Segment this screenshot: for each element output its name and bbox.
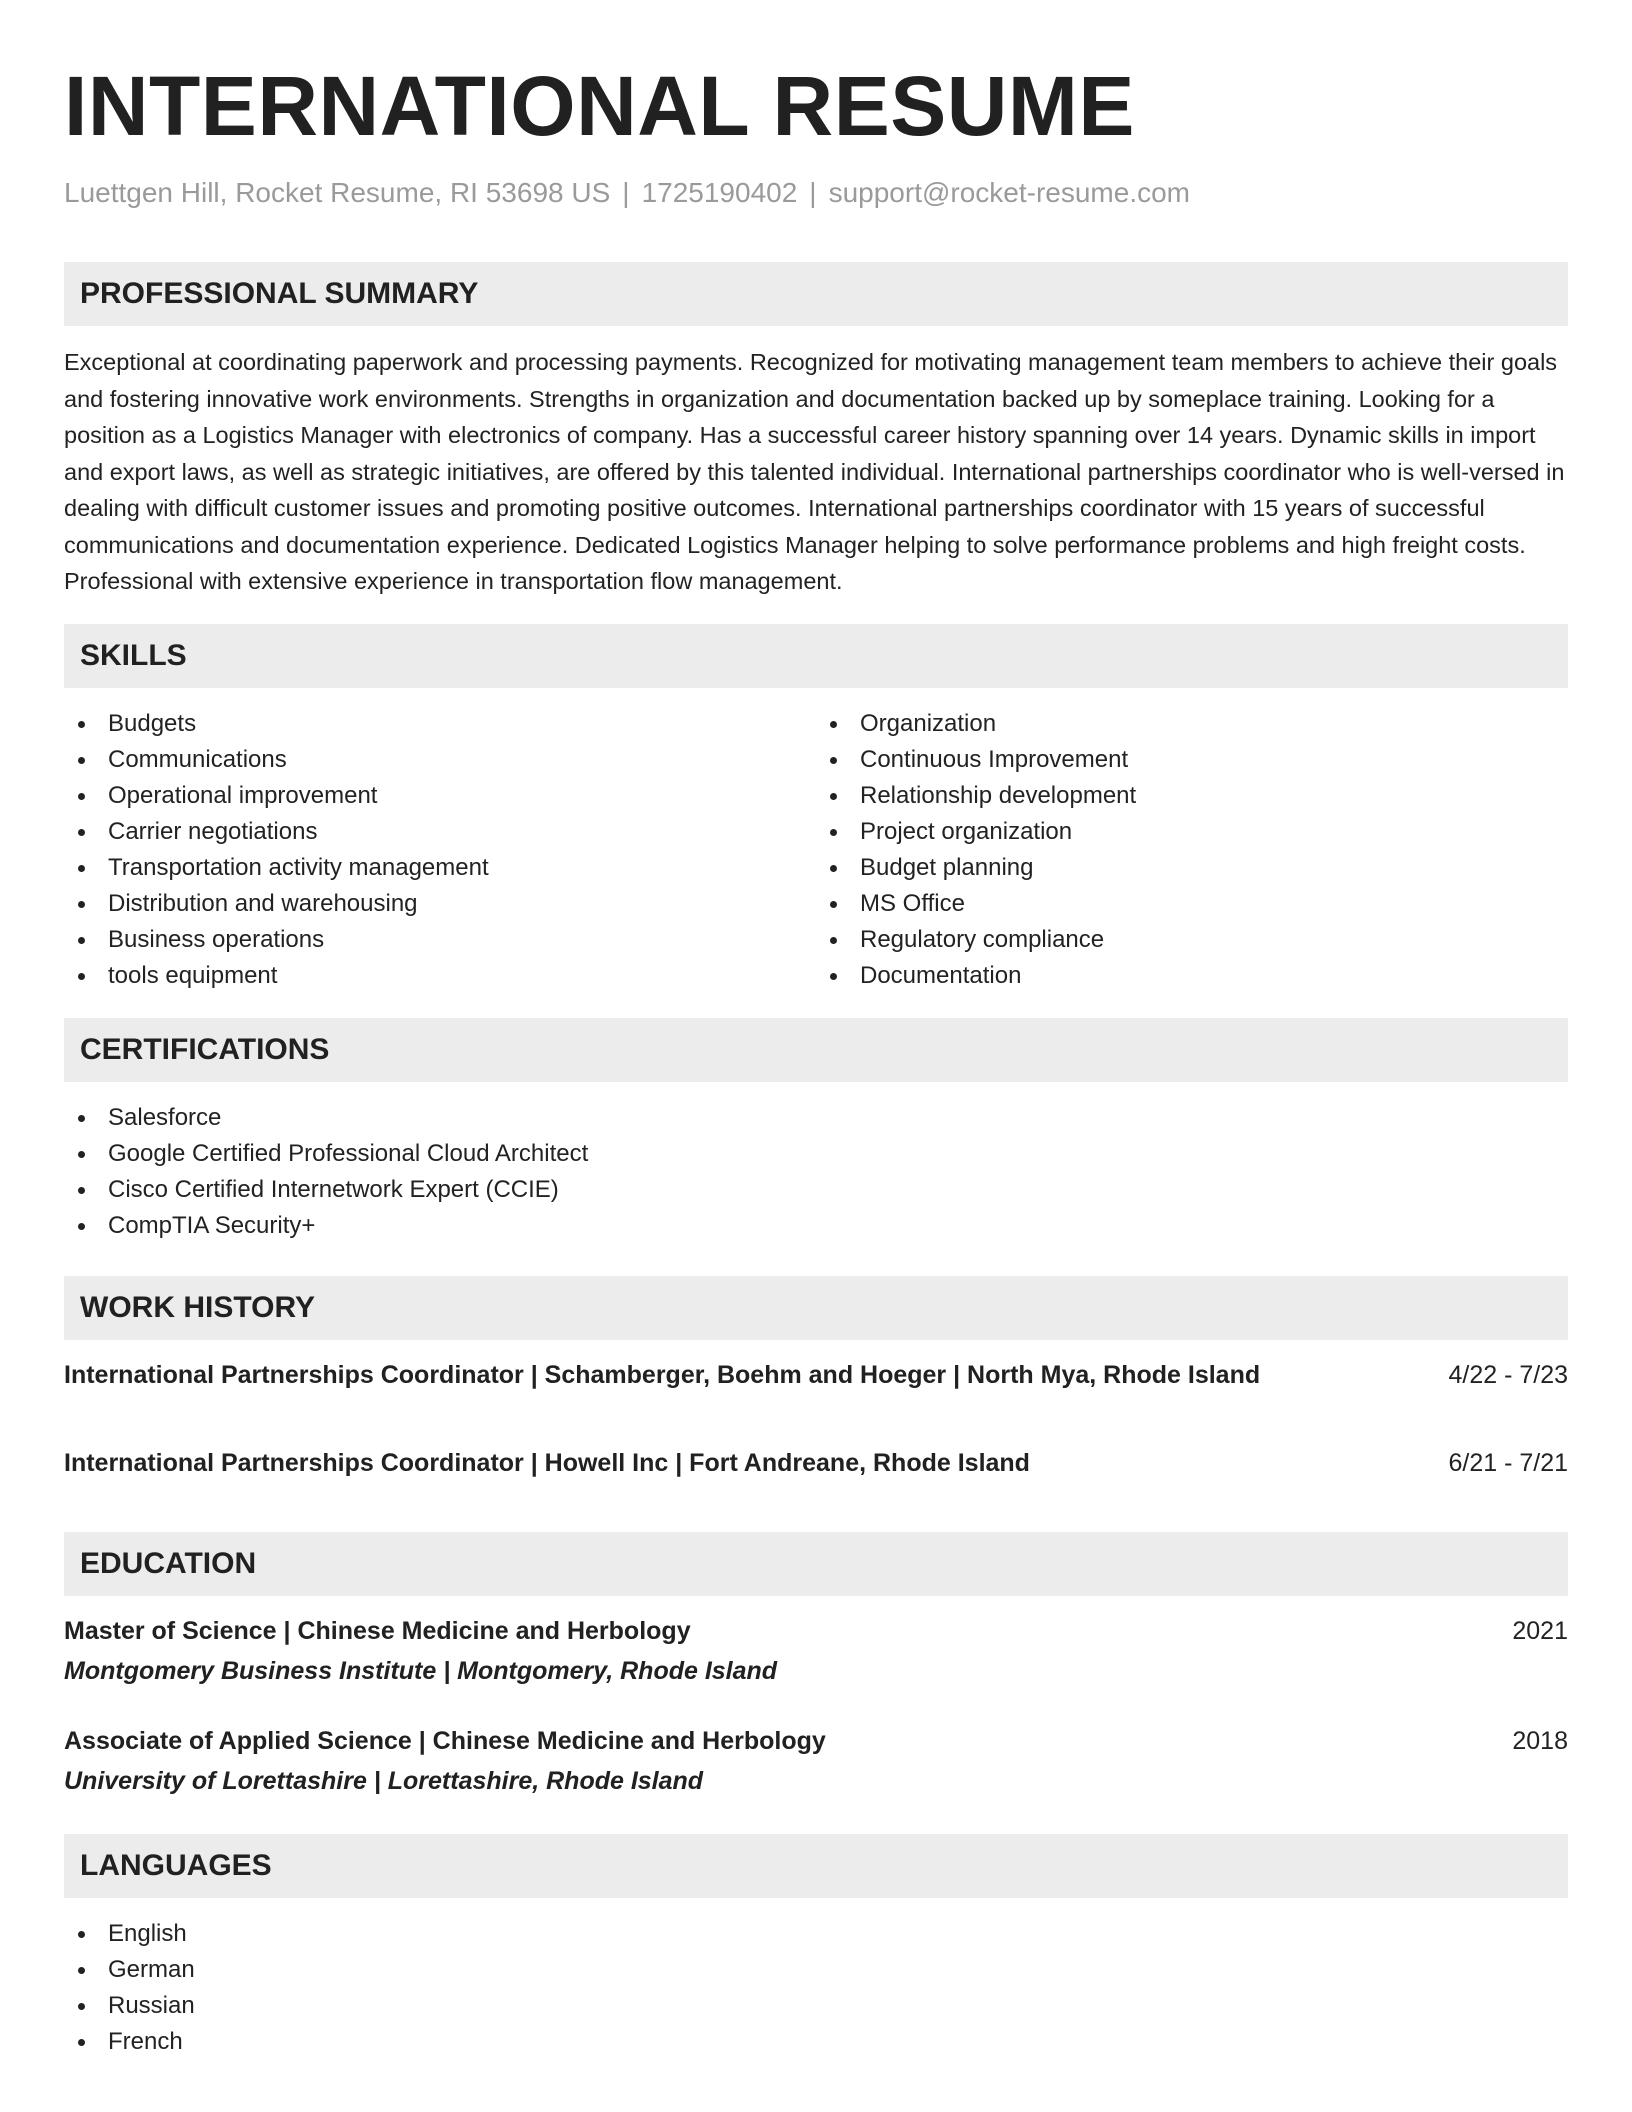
education-year: 2021 [1512, 1616, 1568, 1645]
language-item: English [64, 1916, 1568, 1952]
work-entry-dates: 4/22 - 7/23 [1448, 1360, 1568, 1389]
skill-item: Communications [64, 742, 816, 778]
skill-item: Organization [816, 706, 1568, 742]
skills-column-right [816, 706, 1568, 994]
summary-heading: PROFESSIONAL SUMMARY [80, 277, 479, 310]
languages-section-header [64, 1834, 1568, 1898]
skill-item: Transportation activity management [64, 850, 816, 886]
skill-item: MS Office [816, 886, 1568, 922]
education-entry [64, 1614, 1568, 1648]
work-entry-dates: 6/21 - 7/21 [1448, 1448, 1568, 1477]
summary-section-header [64, 262, 1568, 326]
skill-item: Carrier negotiations [64, 814, 816, 850]
work-entry [64, 1358, 1568, 1392]
education-section-header [64, 1532, 1568, 1596]
contact-email: support@rocket-resume.com [828, 177, 1191, 208]
education-degree: Master of Science | Chinese Medicine and Herbology [64, 1616, 691, 1645]
education-heading: EDUCATION [80, 1546, 257, 1580]
skill-item: Budget planning [816, 850, 1568, 886]
languages-heading: LANGUAGES [80, 1848, 272, 1882]
work-entry [64, 1446, 1568, 1480]
contact-separator: | [622, 177, 630, 208]
skills-list [64, 706, 1568, 994]
certification-item: Google Certified Professional Cloud Architect [64, 1136, 1568, 1172]
contact-phone: 1725190402 [641, 177, 798, 208]
skill-item: Business operations [64, 922, 816, 958]
education-degree: Associate of Applied Science | Chinese Medicine and Herbology [64, 1726, 826, 1755]
work-entry-title: International Partnerships Coordinator | Howell Inc | Fort Andreane, Rhode Island [64, 1448, 1030, 1477]
resume-title: INTERNATIONAL RESUME [64, 59, 1135, 153]
skill-item: Distribution and warehousing [64, 886, 816, 922]
skill-item: Relationship development [816, 778, 1568, 814]
work-history-section-header [64, 1276, 1568, 1340]
contact-line [64, 176, 1568, 210]
skill-item: Continuous Improvement [816, 742, 1568, 778]
summary-text: Exceptional at coordinating paperwork and processing payments. Recognized for motivating management team members to achieve their goals and fostering innovative work environments. Strengths in organization and documentation backed up by someplace training. Looking for a position as a Logistics Manager with electronics of company. Has a successful career history spanning over 14 years. Dynamic skills in import and export laws, as well as strategic initiatives, are offered by this talented individual. International partnerships coordinator who is well-versed in dealing with difficult customer issues and promoting positive outcomes. International partnerships coordinator with 15 years of successful communications and documentation experience. Dedicated Logistics Manager helping to solve performance problems and high freight costs. Professional with extensive experience in transportation flow management. [64, 349, 1565, 594]
skills-column-left [64, 706, 816, 994]
work-entry-title: International Partnerships Coordinator | Schamberger, Boehm and Hoeger | North Mya, Rhode Island [64, 1360, 1261, 1389]
certification-item: Salesforce [64, 1100, 1568, 1136]
certification-item: CompTIA Security+ [64, 1208, 1568, 1244]
work-history-heading: WORK HISTORY [80, 1290, 316, 1324]
skill-item: Project organization [816, 814, 1568, 850]
certifications-heading: CERTIFICATIONS [80, 1032, 330, 1066]
skills-heading: SKILLS [80, 638, 187, 672]
certification-item: Cisco Certified Internetwork Expert (CCIE) [64, 1172, 1568, 1208]
skill-item: Budgets [64, 706, 816, 742]
skills-section-header [64, 624, 1568, 688]
languages-list [64, 1916, 1568, 2060]
education-entry [64, 1724, 1568, 1758]
education-school: University of Lorettashire | Lorettashire, Rhode Island [64, 1766, 704, 1795]
skill-item: Regulatory compliance [816, 922, 1568, 958]
skill-item: Documentation [816, 958, 1568, 994]
contact-separator: | [809, 177, 817, 208]
skill-item: tools equipment [64, 958, 816, 994]
education-year: 2018 [1512, 1726, 1568, 1755]
contact-address: Luettgen Hill, Rocket Resume, RI 53698 US [64, 177, 611, 208]
certifications-list [64, 1100, 1568, 1244]
education-school: Montgomery Business Institute | Montgomery, Rhode Island [64, 1656, 778, 1685]
language-item: French [64, 2024, 1568, 2060]
language-item: German [64, 1952, 1568, 1988]
certifications-section-header [64, 1018, 1568, 1082]
language-item: Russian [64, 1988, 1568, 2024]
skill-item: Operational improvement [64, 778, 816, 814]
